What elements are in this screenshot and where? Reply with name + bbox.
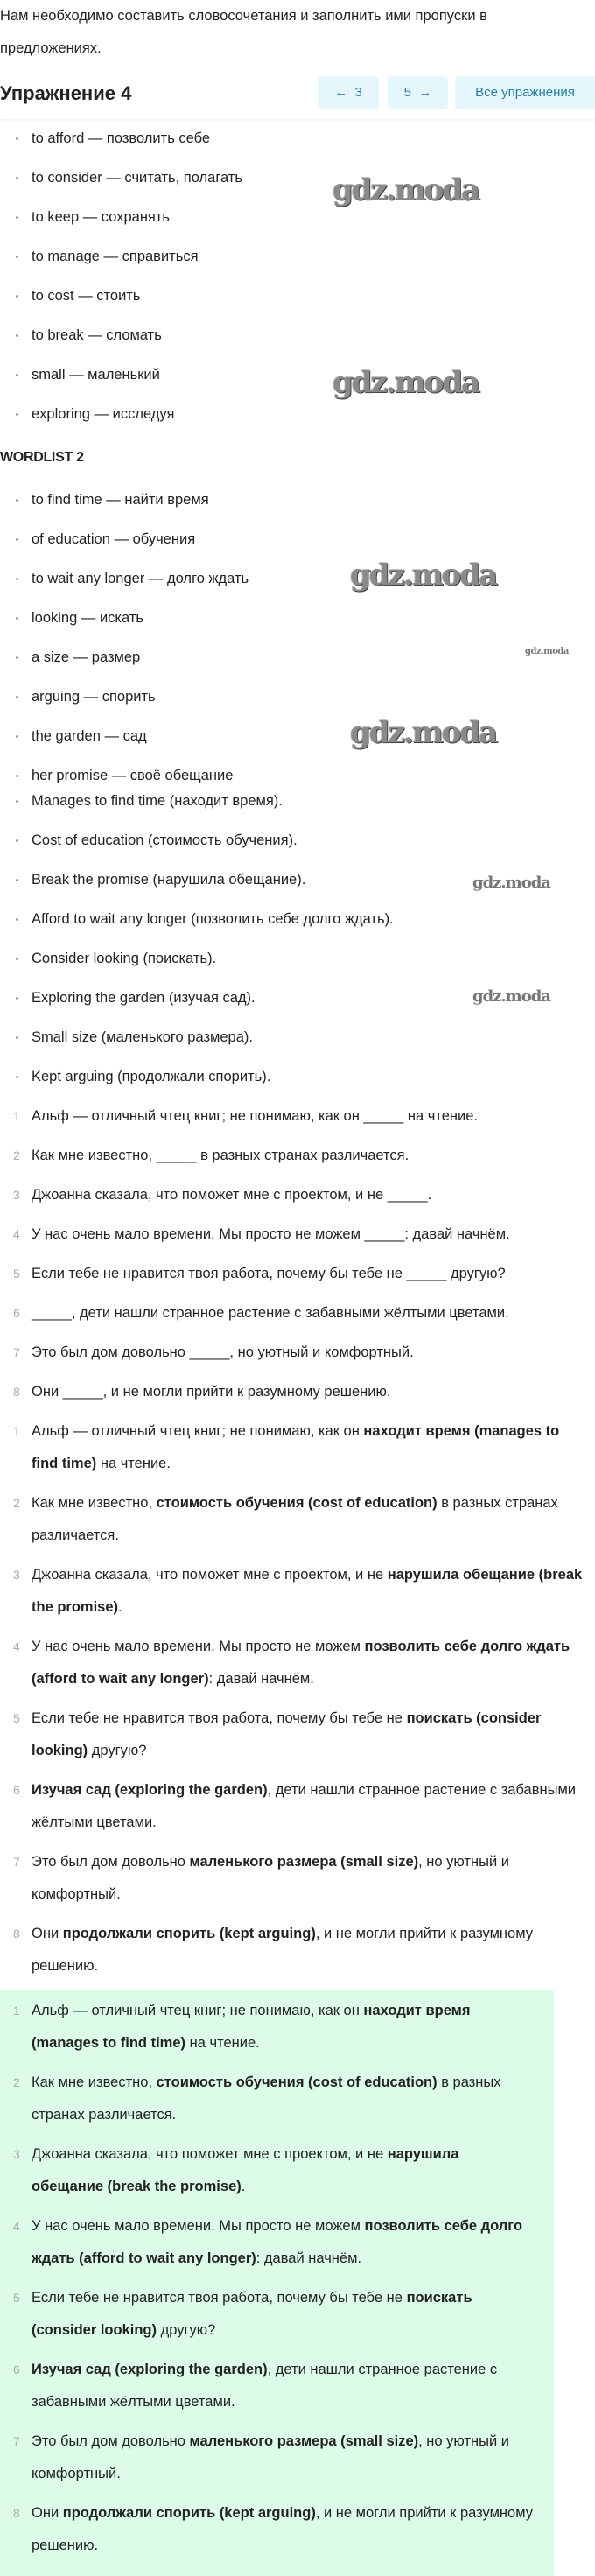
bullet-icon xyxy=(16,775,18,777)
answer-highlight: Изучая сад (exploring the garden) xyxy=(32,1782,268,1798)
list-item-text: Break the promise (нарушила обещание). xyxy=(32,872,306,888)
list-item xyxy=(0,1021,595,1054)
bullet-icon xyxy=(16,334,18,337)
list-item xyxy=(0,241,595,273)
page-title: Упражнение 4 xyxy=(0,82,132,104)
list-item-text: the garden — сад xyxy=(32,728,147,744)
bullet-icon xyxy=(16,256,18,258)
answer-text: Это был дом довольно xyxy=(32,2433,190,2449)
list-item xyxy=(0,359,595,391)
task-number: 7 xyxy=(13,1345,20,1359)
bullet-icon xyxy=(16,735,18,738)
answer-text: в разных странах различается. xyxy=(32,2074,501,2123)
arrow-left-icon: ← xyxy=(334,85,348,100)
answer-number: 2 xyxy=(13,1496,20,1510)
answer-number: 3 xyxy=(13,1568,20,1582)
task-number: 5 xyxy=(13,1267,20,1281)
list-item xyxy=(0,123,595,155)
answer-text: Если тебе не нравится твоя работа, почему бы тебе не xyxy=(32,2290,407,2306)
answer-text: , но уютный и комфортный. xyxy=(32,1854,509,1902)
answer-text: Альф — отличный чтец книг; не понимаю, как он xyxy=(32,2003,364,2018)
list-item xyxy=(0,201,595,234)
answer-text: , и не могли прийти к разумному решению. xyxy=(32,1926,534,1974)
answer-text: , дети нашли странное растение с забавными жёлтыми цветами. xyxy=(32,1782,577,1830)
bullet-icon xyxy=(16,958,18,960)
list-item-text: looking — искать xyxy=(32,610,144,626)
task-text: Как мне известно, _____ в разных странах различается. xyxy=(32,1148,410,1163)
task-number: 3 xyxy=(13,1188,20,1202)
answer-text: Альф — отличный чтец книг; не понимаю, как он xyxy=(32,1423,364,1439)
bullet-icon xyxy=(16,997,18,1000)
answer-number: 4 xyxy=(13,2219,20,2233)
list-item xyxy=(0,642,595,674)
answer-item xyxy=(0,1774,595,1839)
answer-item xyxy=(0,2210,554,2275)
list-item xyxy=(0,982,595,1014)
list-item xyxy=(0,602,595,635)
list-item xyxy=(0,523,595,556)
answer-text: , и не могли прийти к разумному решению. xyxy=(32,2505,534,2553)
list-item xyxy=(0,162,595,194)
answer-highlight: находит время (manages to find time) xyxy=(32,1423,560,1471)
task-number: 2 xyxy=(13,1148,20,1162)
answer-item xyxy=(0,1702,595,1767)
list-item-text: Cost of education (стоимость обучения). xyxy=(32,832,298,848)
answer-highlight: маленького размера (small size) xyxy=(189,1854,419,1870)
bullet-icon xyxy=(16,374,18,376)
task-item xyxy=(0,1337,595,1369)
list-item-text: to cost — стоить xyxy=(32,288,141,304)
bullet-icon xyxy=(16,617,18,620)
answer-number: 8 xyxy=(13,1927,20,1941)
intro-text: Нам необходимо составить словосочетания и заполнить ими пропуски в предложениях. xyxy=(0,8,487,56)
list-item-text: Exploring the garden (изучая сад). xyxy=(32,990,256,1006)
watermark: gdz.moda xyxy=(472,987,550,1006)
answer-number: 3 xyxy=(13,2147,20,2161)
bullet-icon xyxy=(16,538,18,541)
answer-item xyxy=(0,1846,595,1911)
task-text: _____, дети нашли странное растение с забавными жёлтыми цветами. xyxy=(32,1305,509,1321)
answer-text: Это был дом довольно xyxy=(32,1854,190,1870)
bullet-icon xyxy=(16,578,18,580)
answer-text: другую? xyxy=(88,1743,147,1758)
bullet-icon xyxy=(16,839,18,842)
list-item-text: a size — размер xyxy=(32,649,141,665)
list-item-text: exploring — исследуя xyxy=(32,406,175,422)
answer-number: 5 xyxy=(13,2291,20,2305)
answer-item xyxy=(0,1415,595,1480)
answer-number: 8 xyxy=(13,2506,20,2520)
answer-item xyxy=(0,2354,554,2418)
answer-highlight: стоимость обучения (cost of education) xyxy=(156,1495,438,1511)
answer-number: 7 xyxy=(13,2434,20,2448)
task-text: Если тебе не нравится твоя работа, почему бы тебе не _____ другую? xyxy=(32,1266,506,1281)
list-item xyxy=(0,903,595,936)
bullet-icon xyxy=(16,499,18,502)
answer-item xyxy=(0,2425,554,2490)
answer-highlight: позволить себе долго ждать (afford to wait any longer) xyxy=(32,1639,570,1687)
solution-content xyxy=(0,123,595,2576)
list-item xyxy=(0,398,595,431)
answer-text: У нас очень мало времени. Мы просто не можем xyxy=(32,1639,365,1654)
bullet-icon xyxy=(16,696,18,698)
answer-highlight: маленького размера (small size) xyxy=(189,2433,419,2449)
list-item xyxy=(0,280,595,312)
watermark: gdz.moda xyxy=(350,715,497,750)
answer-text: Джоанна сказала, что поможет мне с проектом, и не xyxy=(32,1567,388,1583)
wordlist-2 xyxy=(0,484,595,1093)
answer-highlight: позволить себе долго ждать (afford to wait any longer) xyxy=(32,2218,523,2266)
task-item xyxy=(0,1376,595,1408)
all-exercises-button[interactable]: Все упражнения xyxy=(455,76,595,109)
answer-text: У нас очень мало времени. Мы просто не можем xyxy=(32,2218,365,2234)
list-item-text: to find time — найти время xyxy=(32,492,209,508)
list-item xyxy=(0,1061,595,1093)
watermark: gdz.moda xyxy=(350,558,497,593)
task-number: 4 xyxy=(13,1227,20,1241)
answer-number: 4 xyxy=(13,1639,20,1653)
answer-item xyxy=(0,1995,554,2060)
answer-item xyxy=(0,1487,595,1552)
arrow-right-icon: → xyxy=(418,85,432,100)
answer-text: другую? xyxy=(157,2322,216,2338)
list-item-text: her promise — своё обещание xyxy=(32,768,234,783)
task-number: 1 xyxy=(13,1109,20,1123)
bullet-icon xyxy=(16,1036,18,1039)
bullet-icon xyxy=(16,918,18,921)
list-item-text: Kept arguing (продолжали спорить). xyxy=(32,1069,271,1084)
answer-text: Джоанна сказала, что поможет мне с проектом, и не xyxy=(32,2146,388,2162)
list-item-text: arguing — спорить xyxy=(32,689,156,705)
list-item-text: Afford to wait any longer (позволить себе долго ждать). xyxy=(32,911,394,927)
answer-item xyxy=(0,1918,595,1983)
task-list xyxy=(0,1100,595,1408)
list-item xyxy=(0,943,595,975)
bullet-icon xyxy=(16,656,18,659)
list-item-text: Small size (маленького размера). xyxy=(32,1029,253,1045)
answer-list xyxy=(0,1415,595,1983)
list-item-text: to afford — позволить себе xyxy=(32,130,211,146)
list-item-text: to break — сломать xyxy=(32,327,162,343)
list-item-text: to manage — справиться xyxy=(32,249,199,264)
task-item xyxy=(0,1140,595,1172)
answer-text: , дети нашли странное растение с забавными жёлтыми цветами. xyxy=(32,2362,498,2410)
answer-text: на чтение. xyxy=(96,1456,171,1471)
task-text: Они _____, и не могли прийти к разумному решению. xyxy=(32,1384,391,1400)
answer-text: Как мне известно, xyxy=(32,1495,157,1511)
list-item-text: Consider looking (поискать). xyxy=(32,951,217,966)
answer-text: : давай начнём. xyxy=(208,1671,314,1687)
list-item xyxy=(0,825,595,857)
answer-text: на чтение. xyxy=(186,2035,260,2051)
bullet-icon xyxy=(16,1076,18,1078)
list-item xyxy=(0,319,595,352)
task-text: Джоанна сказала, что поможет мне с проектом, и не _____. xyxy=(32,1187,432,1203)
task-item xyxy=(0,1100,595,1133)
task-text: Это был дом довольно _____, но уютный и комфортный. xyxy=(32,1344,414,1360)
watermark: gdz.moda xyxy=(332,365,480,400)
answer-text: в разных странах различается. xyxy=(32,1495,558,1543)
bullet-icon xyxy=(16,413,18,416)
answer-item xyxy=(0,1559,595,1624)
answer-highlight: нарушила обещание (break the promise) xyxy=(32,1567,583,1615)
task-item xyxy=(0,1218,595,1251)
list-item-text: to consider — считать, полагать xyxy=(32,170,242,186)
task-item xyxy=(0,1258,595,1290)
answer-highlight: продолжали спорить (kept arguing) xyxy=(62,2505,316,2521)
answer-number: 5 xyxy=(13,1711,20,1725)
answer-text: . xyxy=(118,1599,122,1615)
prev-exercise-button[interactable] xyxy=(318,76,379,109)
list-item xyxy=(0,864,595,896)
list-item xyxy=(0,715,595,753)
watermark: gdz.moda xyxy=(472,874,550,892)
list-item-text: small — маленький xyxy=(32,367,160,383)
list-item xyxy=(0,484,595,516)
answer-item xyxy=(0,2282,554,2347)
answer-text: , но уютный и комфортный. xyxy=(32,2433,509,2481)
task-item xyxy=(0,1297,595,1330)
task-number: 8 xyxy=(13,1385,20,1399)
watermark: gdz.moda xyxy=(525,647,569,656)
list-item xyxy=(0,785,595,818)
bullet-icon xyxy=(16,216,18,219)
bullet-icon xyxy=(16,177,18,179)
answer-text: Если тебе не нравится твоя работа, почему бы тебе не xyxy=(32,1710,407,1726)
answer-text: Как мне известно, xyxy=(32,2074,157,2090)
task-number: 6 xyxy=(13,1306,20,1320)
task-text: У нас очень мало времени. Мы просто не можем _____: давай начнём. xyxy=(32,1226,510,1242)
answer-number: 1 xyxy=(13,2004,20,2018)
bullet-icon xyxy=(16,137,18,140)
answer-highlight: Изучая сад (exploring the garden) xyxy=(32,2362,268,2377)
wordlist-1 xyxy=(0,123,595,431)
list-item xyxy=(0,563,595,595)
list-item-text: to wait any longer — долго ждать xyxy=(32,571,249,586)
answer-item xyxy=(0,2497,554,2562)
answer-number: 6 xyxy=(13,2362,20,2376)
list-item-text: of education — обучения xyxy=(32,531,196,547)
answer-number: 6 xyxy=(13,1783,20,1797)
watermark: gdz.moda xyxy=(332,172,480,207)
answer-box-list xyxy=(0,1995,554,2562)
next-exercise-button[interactable] xyxy=(388,76,448,109)
bullet-icon xyxy=(16,879,18,881)
task-text: Альф — отличный чтец книг; не понимаю, как он _____ на чтение. xyxy=(32,1108,478,1124)
answer-item xyxy=(0,2067,554,2131)
answer-highlight: находит время (manages to find time) xyxy=(32,2003,471,2051)
answer-highlight: стоимость обучения (cost of education) xyxy=(156,2074,438,2090)
bullet-icon xyxy=(16,295,18,298)
answer-number: 1 xyxy=(13,1424,20,1438)
answer-box xyxy=(0,1990,554,2576)
answer-highlight: поискать (consider looking) xyxy=(32,1710,542,1758)
answer-text: Они xyxy=(32,2505,63,2521)
next-exercise-label: 5 xyxy=(403,85,411,100)
answer-number: 7 xyxy=(13,1855,20,1869)
list-item-text: to keep — сохранять xyxy=(32,209,171,225)
answer-text: Они xyxy=(32,1926,63,1941)
prev-exercise-label: 3 xyxy=(354,85,362,100)
wordlist-2-title: WORDLIST 2 xyxy=(0,450,84,465)
answer-highlight: нарушила обещание (break the promise) xyxy=(32,2146,459,2194)
bullet-icon xyxy=(16,800,18,803)
answer-text: . xyxy=(241,2179,246,2194)
answer-item xyxy=(0,1631,595,1695)
answer-text: : давай начнём. xyxy=(256,2250,362,2266)
exercise-header xyxy=(0,70,595,119)
answer-number: 2 xyxy=(13,2075,20,2089)
list-item xyxy=(0,681,595,713)
task-item xyxy=(0,1179,595,1211)
answer-item xyxy=(0,2138,554,2203)
answer-highlight: продолжали спорить (kept arguing) xyxy=(62,1926,316,1941)
list-item-text: Manages to find time (находит время). xyxy=(32,793,283,809)
answer-highlight: поискать (consider looking) xyxy=(32,2290,472,2338)
